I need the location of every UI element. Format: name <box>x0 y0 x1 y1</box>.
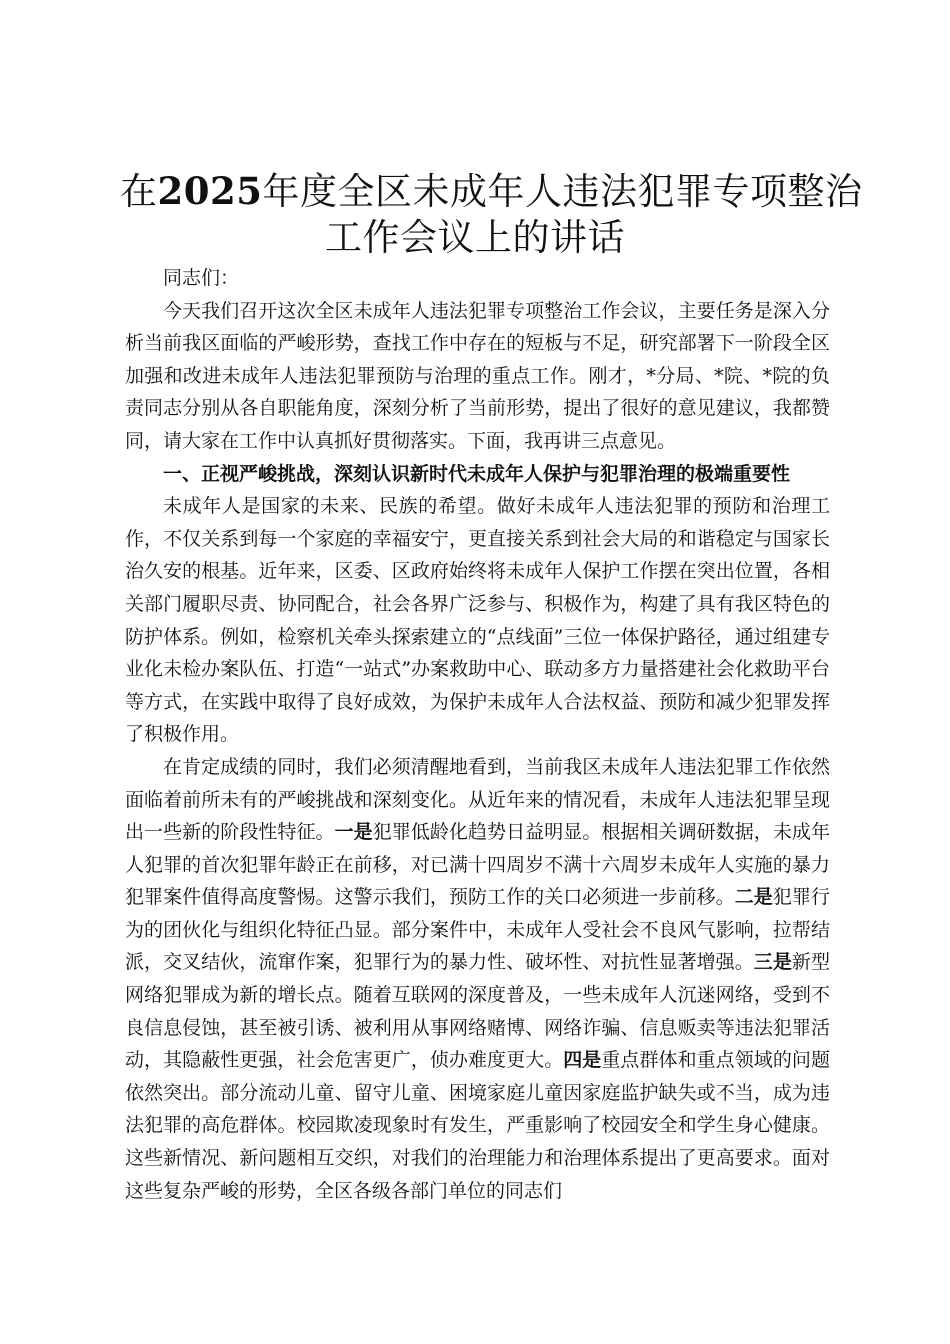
point-label-2: 二是 <box>734 886 773 909</box>
title-year: 2025 <box>157 169 263 213</box>
document-body <box>125 262 830 1207</box>
point-label-4: 四是 <box>563 1049 602 1072</box>
para2-text-1: 犯罪低龄化趋势日益明显。根据相关调研数据，未成年人犯罪的首次犯罪年龄正在前移，对已满十四周岁不满十六周岁未成年人实施的暴力犯罪案件值得高度警惕。这警示我们，预防工作的关口必须进一步前移。 <box>125 821 830 909</box>
document-title <box>120 168 863 261</box>
section1-paragraph-1: 未成年人是国家的未来、民族的希望。做好未成年人违法犯罪的预防和治理工作，不仅关系到每一个家庭的幸福安宁，更直接关系到社会大局的和谐稳定与国家长治久安的根基。近年来，区委、区政府始终将未成年人保护工作摆在突出位置，各相关部门履职尽责、协同配合，社会各界广泛参与、积极作为，构建了具有我区特色的防护体系。例如，检察机关牵头探索建立的“点线面”三位一体保护路径，通过组建专业化未检办案队伍、打造“一站式”办案救助中心、联动多方力量搭建社会化救助平台等方式，在实践中取得了良好成效，为保护未成年人合法权益、预防和减少犯罪发挥了积极作用。 <box>125 495 830 746</box>
point-label-1: 一是 <box>334 821 373 844</box>
para2-text-0: 在肯定成绩的同时，我们必须清醒地看到，当前我区未成年人违法犯罪工作依然面临着前所未有的严峻挑战和深刻变化。从近年来的情况看，未成年人违法犯罪呈现出一些新的阶段性特征。 <box>125 755 830 844</box>
title-rest: 年度全区未成年人违法犯罪专项整治 <box>262 170 863 213</box>
title-line-2: 工作会议上的讲话 <box>325 216 625 259</box>
title-line-1 <box>120 168 863 215</box>
point-label-3: 三是 <box>753 951 792 974</box>
title-prefix: 在 <box>120 170 158 213</box>
section-heading-1: 一、正视严峻挑战，深刻认识新时代未成年人保护与犯罪治理的极端重要性 <box>163 462 791 485</box>
intro-paragraph: 今天我们召开这次全区未成年人违法犯罪专项整治工作会议，主要任务是深入分析当前我区面临的严峻形势，查找工作中存在的短板与不足，研究部署下一阶段全区加强和改进未成年人违法犯罪预防与治理的重点工作。刚才，*分局、*院、*院的负责同志分别从各自职能角度，深刻分析了当前形势，提出了很好的意见建议，我都赞同，请大家在工作中认真抓好贯彻落实。下面，我再讲三点意见。 <box>125 299 830 452</box>
para2-text-2: 犯罪行为的团伙化与组织化特征凸显。部分案件中，未成年人受社会不良风气影响，拉帮结派，交叉结伙，流窜作案，犯罪行为的暴力性、破坏性、对抗性显著增强。 <box>125 886 830 974</box>
greeting: 同志们： <box>163 267 240 289</box>
para2-text-3: 新型网络犯罪成为新的增长点。随着互联网的深度普及，一些未成年人沉迷网络，受到不良信息侵蚀，甚至被引诱、被利用从事网络赌博、网络诈骗、信息贩卖等违法犯罪活动，其隐蔽性更强，社会危害更广，侦办难度更大。 <box>125 951 830 1072</box>
section1-paragraph-2 <box>125 751 830 1207</box>
para2-text-4: 重点群体和重点领域的问题依然突出。部分流动儿童、留守儿童、困境家庭儿童因家庭监护缺失或不当，成为违法犯罪的高危群体。校园欺凌现象时有发生，严重影响了校园安全和学生身心健康。这些新情况、新问题相互交织，对我们的治理能力和治理体系提出了更高要求。面对这些复杂严峻的形势，全区各级各部门单位的同志们 <box>125 1049 830 1202</box>
